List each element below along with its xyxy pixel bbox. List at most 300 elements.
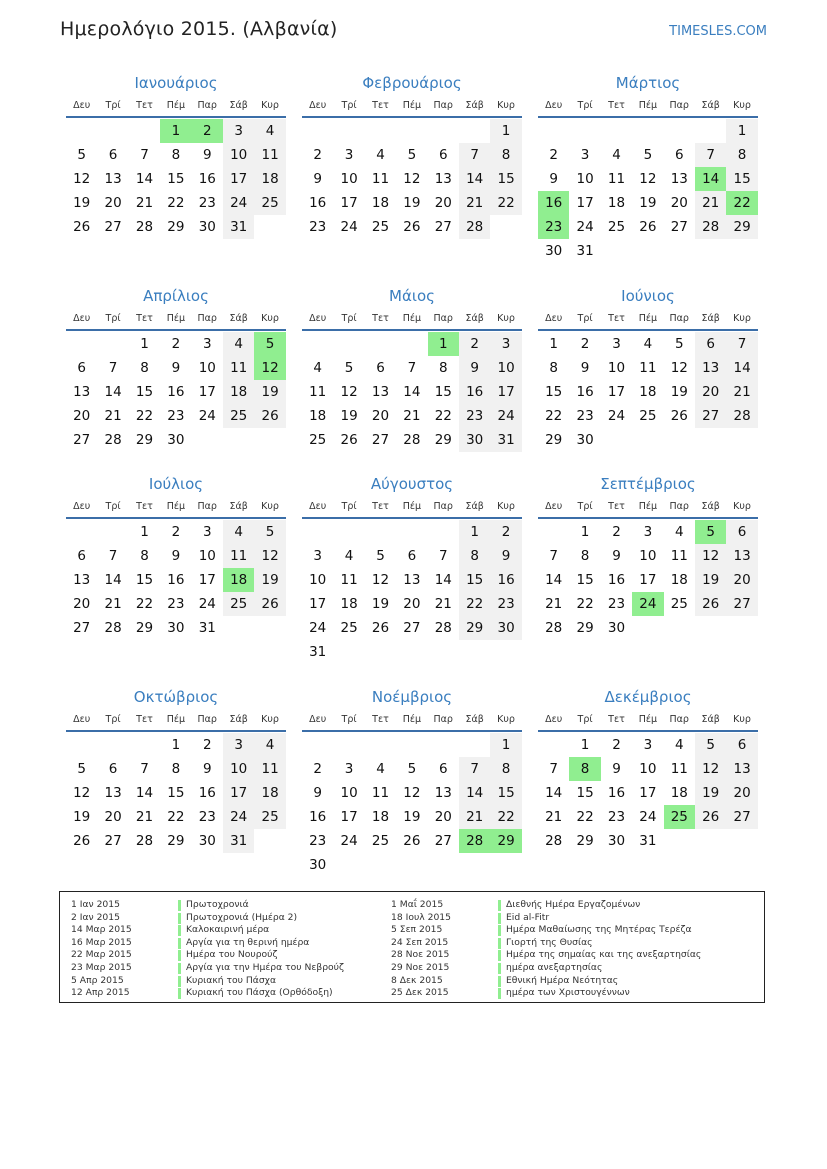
weekday-header <box>66 495 286 519</box>
day-cell: 24 <box>576 219 594 235</box>
weekday-label: Πέμ <box>638 312 658 324</box>
weekday-header <box>538 307 758 331</box>
day-cell: 29 <box>576 620 594 636</box>
day-cell: 14 <box>726 356 757 380</box>
day-cell: 14 <box>545 785 563 801</box>
holiday-date: 12 Απρ 2015 <box>71 987 130 999</box>
day-cell: 3 <box>202 336 212 352</box>
day-cell: 10 <box>340 785 358 801</box>
day-cell: 19 <box>371 596 390 612</box>
day-grid <box>302 732 522 876</box>
day-cell: 28 <box>135 833 154 849</box>
day-cell: 14 <box>459 781 490 805</box>
day-cell: 26 <box>695 592 726 616</box>
weekday-label: Τετ <box>136 312 153 324</box>
day-cell: 21 <box>545 809 563 825</box>
day-cell: 9 <box>459 356 490 380</box>
day-cell: 11 <box>371 785 390 801</box>
day-cell: 26 <box>73 219 91 235</box>
day-cell: 29 <box>167 219 185 235</box>
day-cell: 8 <box>490 143 521 167</box>
day-cell: 11 <box>670 548 688 564</box>
holiday-name: Εθνική Ημέρα Νεότητας <box>506 974 619 986</box>
day-cell: 21 <box>403 408 421 424</box>
day-cell: 19 <box>254 380 285 404</box>
day-grid <box>66 519 286 663</box>
day-cell: 22 <box>167 195 185 211</box>
day-cell: 24 <box>490 404 521 428</box>
day-cell: 4 <box>376 147 385 163</box>
day-cell: 29 <box>434 432 452 448</box>
day-cell: 13 <box>434 171 452 187</box>
day-cell: 26 <box>340 432 358 448</box>
weekday-label: Δευ <box>309 500 327 512</box>
day-cell: 1 <box>490 733 521 757</box>
holiday-day-cell: 23 <box>538 215 569 239</box>
day-cell: 10 <box>309 572 327 588</box>
day-cell: 9 <box>313 171 322 187</box>
day-cell: 19 <box>254 568 285 592</box>
day-cell: 6 <box>438 761 448 777</box>
day-cell: 8 <box>171 147 181 163</box>
day-cell: 11 <box>607 171 626 187</box>
day-cell: 7 <box>140 761 149 777</box>
weekday-label: Κυρ <box>261 713 279 725</box>
weekday-label: Τρί <box>105 713 121 725</box>
holiday-marker <box>498 963 501 974</box>
day-cell: 3 <box>643 737 653 753</box>
holiday-date: 1 Μαΐ 2015 <box>391 899 444 910</box>
day-cell: 15 <box>576 785 594 801</box>
holiday-name: Ημέρα του Νουρούζ <box>186 949 278 961</box>
day-cell: 4 <box>344 548 354 564</box>
weekday-label: Πέμ <box>166 500 186 512</box>
weekday-label: Σάβ <box>701 99 720 111</box>
day-cell: 2 <box>313 761 322 777</box>
month-name: Φεβρουάριος <box>362 74 462 92</box>
day-cell: 20 <box>371 408 390 424</box>
day-cell: 30 <box>198 833 216 849</box>
holiday-marker <box>498 913 501 924</box>
holiday-date: 14 Μαρ 2015 <box>71 924 132 936</box>
weekday-label: Σάβ <box>229 713 248 725</box>
day-cell: 27 <box>403 620 421 636</box>
day-grid <box>66 732 286 876</box>
holiday-name: ημέρα των Χριστουγέννων <box>506 987 630 999</box>
day-cell: 1 <box>140 524 149 540</box>
day-cell: 1 <box>140 336 149 352</box>
month-block <box>538 285 758 475</box>
day-cell: 14 <box>434 572 452 588</box>
day-cell: 7 <box>438 548 448 564</box>
day-cell: 27 <box>726 592 757 616</box>
weekday-label: Τετ <box>136 99 153 111</box>
holiday-day-cell: 8 <box>569 757 600 781</box>
weekday-label: Κυρ <box>733 713 751 725</box>
day-cell: 22 <box>434 408 452 424</box>
holiday-legend-row <box>391 975 701 988</box>
day-cell: 11 <box>254 143 285 167</box>
holiday-marker <box>498 976 501 987</box>
day-cell: 6 <box>77 548 86 564</box>
day-cell: 14 <box>104 384 122 400</box>
day-cell: 23 <box>490 592 521 616</box>
day-cell: 20 <box>434 195 452 211</box>
day-cell: 15 <box>135 384 154 400</box>
day-cell: 21 <box>135 809 154 825</box>
day-cell: 9 <box>549 171 558 187</box>
day-cell: 1 <box>549 336 558 352</box>
day-cell: 6 <box>77 360 86 376</box>
day-cell: 2 <box>612 737 621 753</box>
weekday-label: Παρ <box>433 99 453 111</box>
day-cell: 9 <box>171 548 181 564</box>
day-cell: 12 <box>340 384 358 400</box>
holiday-name: Γιορτή της Θυσίας <box>506 936 593 948</box>
calendar-year-grid <box>66 72 763 882</box>
day-cell: 3 <box>202 524 212 540</box>
day-cell: 6 <box>726 520 757 544</box>
day-cell: 18 <box>223 380 254 404</box>
day-cell: 16 <box>309 809 327 825</box>
day-cell: 23 <box>576 408 594 424</box>
weekday-label: Σάβ <box>465 713 484 725</box>
day-grid <box>538 331 758 475</box>
day-cell: 30 <box>167 620 185 636</box>
day-cell: 13 <box>73 572 91 588</box>
day-cell: 1 <box>171 737 181 753</box>
day-cell: 17 <box>198 572 216 588</box>
holiday-date: 2 Ιαν 2015 <box>71 911 120 923</box>
day-cell: 13 <box>403 572 421 588</box>
day-cell: 12 <box>254 544 285 568</box>
day-cell: 6 <box>407 548 417 564</box>
day-cell: 31 <box>223 829 254 853</box>
weekday-label: Τετ <box>372 713 389 725</box>
day-cell: 25 <box>639 408 657 424</box>
day-cell: 13 <box>371 384 390 400</box>
day-cell: 27 <box>73 620 91 636</box>
weekday-label: Παρ <box>433 713 453 725</box>
weekday-label: Πέμ <box>402 713 422 725</box>
day-cell: 4 <box>674 524 684 540</box>
month-name: Μάρτιος <box>615 74 681 92</box>
holiday-marker <box>178 900 181 911</box>
weekday-label: Τρί <box>577 99 593 111</box>
weekday-label: Σάβ <box>229 500 248 512</box>
day-cell: 16 <box>459 380 490 404</box>
month-block <box>302 285 522 475</box>
day-cell: 23 <box>309 219 327 235</box>
day-cell: 19 <box>73 195 91 211</box>
day-cell: 26 <box>371 620 390 636</box>
holiday-legend-row <box>71 924 344 937</box>
day-cell: 17 <box>340 809 358 825</box>
day-cell: 15 <box>434 384 452 400</box>
weekday-label: Πέμ <box>166 713 186 725</box>
day-cell: 3 <box>344 761 354 777</box>
day-cell: 15 <box>167 171 185 187</box>
weekday-label: Δευ <box>545 500 563 512</box>
day-grid <box>302 519 522 663</box>
day-cell: 25 <box>254 805 285 829</box>
day-cell: 1 <box>580 524 590 540</box>
day-cell: 24 <box>198 596 216 612</box>
holiday-marker <box>178 976 181 987</box>
day-cell: 16 <box>607 785 626 801</box>
day-cell: 28 <box>726 404 757 428</box>
month-block <box>66 686 286 876</box>
day-cell: 5 <box>77 761 86 777</box>
day-cell: 30 <box>607 833 626 849</box>
day-cell: 24 <box>223 191 254 215</box>
holiday-legend-row <box>391 899 701 912</box>
day-cell: 5 <box>77 147 86 163</box>
day-cell: 19 <box>73 809 91 825</box>
holiday-legend-row <box>391 949 701 962</box>
weekday-label: Παρ <box>433 312 453 324</box>
month-name: Δεκέμβριος <box>604 688 692 706</box>
weekday-label: Δευ <box>309 312 327 324</box>
day-cell: 22 <box>459 592 490 616</box>
holiday-legend-column-left <box>71 899 344 1000</box>
day-cell: 19 <box>340 408 358 424</box>
day-cell: 3 <box>313 548 322 564</box>
month-block <box>538 72 758 262</box>
weekday-label: Πέμ <box>638 99 658 111</box>
day-cell: 16 <box>198 785 216 801</box>
holiday-date: 8 Δεκ 2015 <box>391 974 443 986</box>
day-cell: 30 <box>545 243 563 259</box>
holiday-name: Ημέρα της σημαίας και της ανεξαρτησίας <box>506 949 702 961</box>
day-cell: 17 <box>198 384 216 400</box>
holiday-marker <box>178 950 181 961</box>
holiday-day-cell: 16 <box>538 191 569 215</box>
weekday-label: Σάβ <box>229 99 248 111</box>
weekday-label: Παρ <box>197 99 217 111</box>
day-cell: 21 <box>695 191 726 215</box>
day-cell: 28 <box>459 215 490 239</box>
month-block <box>302 686 522 876</box>
day-cell: 8 <box>140 360 149 376</box>
weekday-label: Πέμ <box>166 312 186 324</box>
day-cell: 21 <box>726 380 757 404</box>
day-cell: 3 <box>490 332 521 356</box>
day-cell: 11 <box>309 384 327 400</box>
day-cell: 18 <box>607 195 626 211</box>
day-cell: 11 <box>639 360 657 376</box>
day-cell: 24 <box>340 833 358 849</box>
holiday-date: 28 Νοε 2015 <box>391 949 450 961</box>
day-cell: 20 <box>73 408 91 424</box>
day-cell: 8 <box>726 143 757 167</box>
day-cell: 3 <box>223 119 254 143</box>
weekday-label: Δευ <box>73 99 91 111</box>
holiday-date: 5 Σεπ 2015 <box>391 924 443 936</box>
weekday-label: Κυρ <box>733 312 751 324</box>
day-cell: 20 <box>726 568 757 592</box>
day-cell: 22 <box>545 408 563 424</box>
day-cell: 29 <box>135 620 154 636</box>
day-cell: 14 <box>403 384 421 400</box>
day-cell: 28 <box>434 620 452 636</box>
day-cell: 10 <box>198 360 216 376</box>
day-cell: 10 <box>490 356 521 380</box>
day-cell: 24 <box>639 809 657 825</box>
weekday-header <box>302 307 522 331</box>
day-cell: 8 <box>549 360 558 376</box>
weekday-label: Παρ <box>669 500 689 512</box>
holiday-name: Κυριακή του Πάσχα (Ορθόδοξη) <box>186 987 333 999</box>
weekday-label: Κυρ <box>261 99 279 111</box>
holiday-legend-row <box>71 949 344 962</box>
day-cell: 30 <box>198 219 216 235</box>
weekday-label: Παρ <box>197 713 217 725</box>
day-cell: 25 <box>371 219 390 235</box>
day-cell: 17 <box>639 572 657 588</box>
day-cell: 25 <box>670 596 688 612</box>
month-name: Οκτώβριος <box>133 688 219 706</box>
weekday-label: Τρί <box>341 99 357 111</box>
weekday-label: Σάβ <box>465 312 484 324</box>
weekday-label: Τρί <box>341 713 357 725</box>
holiday-date: 22 Μαρ 2015 <box>71 949 132 961</box>
day-cell: 4 <box>643 336 653 352</box>
day-cell: 19 <box>695 781 726 805</box>
day-cell: 25 <box>223 404 254 428</box>
day-cell: 13 <box>104 171 122 187</box>
day-cell: 9 <box>202 147 212 163</box>
day-cell: 24 <box>607 408 626 424</box>
day-cell: 12 <box>371 572 390 588</box>
day-cell: 20 <box>434 809 452 825</box>
day-cell: 23 <box>607 596 626 612</box>
weekday-label: Παρ <box>669 713 689 725</box>
holiday-day-cell: 5 <box>695 520 726 544</box>
day-cell: 1 <box>490 119 521 143</box>
weekday-label: Παρ <box>197 500 217 512</box>
day-cell: 2 <box>313 147 322 163</box>
day-cell: 7 <box>549 548 558 564</box>
day-cell: 2 <box>459 332 490 356</box>
day-cell: 25 <box>340 620 358 636</box>
day-cell: 11 <box>223 544 254 568</box>
day-cell: 18 <box>670 572 688 588</box>
holiday-day-cell: 1 <box>428 332 459 356</box>
holiday-day-cell: 25 <box>664 805 695 829</box>
day-cell: 18 <box>371 195 390 211</box>
day-cell: 19 <box>403 195 421 211</box>
day-cell: 9 <box>580 360 590 376</box>
day-cell: 22 <box>135 596 154 612</box>
day-cell: 7 <box>726 332 757 356</box>
holiday-legend-row <box>71 937 344 950</box>
day-cell: 11 <box>371 171 390 187</box>
day-cell: 26 <box>670 408 688 424</box>
weekday-label: Δευ <box>73 713 91 725</box>
day-cell: 12 <box>73 171 91 187</box>
day-cell: 26 <box>254 592 285 616</box>
day-cell: 30 <box>607 620 626 636</box>
day-cell: 21 <box>434 596 452 612</box>
day-cell: 28 <box>104 620 122 636</box>
day-cell: 29 <box>135 432 154 448</box>
weekday-header <box>302 495 522 519</box>
day-cell: 7 <box>695 143 726 167</box>
day-cell: 11 <box>340 572 358 588</box>
day-cell: 3 <box>580 147 590 163</box>
weekday-header <box>302 708 522 732</box>
day-cell: 2 <box>612 524 621 540</box>
holiday-marker <box>178 963 181 974</box>
site-link[interactable]: TIMESLES.COM <box>669 24 767 39</box>
day-cell: 6 <box>108 761 118 777</box>
weekday-label: Τρί <box>577 713 593 725</box>
day-cell: 19 <box>695 568 726 592</box>
day-cell: 31 <box>198 620 216 636</box>
holiday-legend-row <box>391 937 701 950</box>
day-cell: 17 <box>223 781 254 805</box>
weekday-label: Παρ <box>433 500 453 512</box>
weekday-label: Τρί <box>341 312 357 324</box>
holiday-day-cell: 2 <box>192 119 223 143</box>
day-grid <box>302 331 522 475</box>
weekday-label: Πέμ <box>166 99 186 111</box>
day-cell: 4 <box>223 332 254 356</box>
weekday-label: Κυρ <box>261 312 279 324</box>
day-cell: 27 <box>726 805 757 829</box>
holiday-marker <box>178 925 181 936</box>
day-cell: 7 <box>108 548 118 564</box>
day-cell: 28 <box>104 432 122 448</box>
holiday-day-cell: 1 <box>160 119 191 143</box>
day-cell: 28 <box>545 620 563 636</box>
page-title: Ημερολόγιο 2015. (Αλβανία) <box>60 18 338 40</box>
day-cell: 3 <box>612 336 621 352</box>
month-block <box>302 473 522 663</box>
day-cell: 12 <box>695 544 726 568</box>
day-cell: 5 <box>407 761 417 777</box>
day-cell: 1 <box>580 737 590 753</box>
day-cell: 29 <box>167 833 185 849</box>
day-cell: 17 <box>576 195 594 211</box>
weekday-label: Τετ <box>608 500 625 512</box>
weekday-label: Δευ <box>545 312 563 324</box>
day-cell: 8 <box>171 761 181 777</box>
holiday-name: Διεθνής Ημέρα Εργαζομένων <box>506 899 641 910</box>
day-cell: 27 <box>73 432 91 448</box>
day-cell: 17 <box>490 380 521 404</box>
weekday-label: Δευ <box>73 500 91 512</box>
day-cell: 7 <box>407 360 417 376</box>
day-cell: 20 <box>73 596 91 612</box>
month-block <box>66 72 286 262</box>
day-cell: 9 <box>490 544 521 568</box>
holiday-name: Eid al-Fitr <box>506 911 550 923</box>
day-cell: 28 <box>135 219 154 235</box>
month-block <box>302 72 522 262</box>
day-cell: 10 <box>223 143 254 167</box>
day-cell: 6 <box>438 147 448 163</box>
holiday-legend-row <box>391 924 701 937</box>
weekday-label: Πέμ <box>402 99 422 111</box>
day-cell: 11 <box>254 757 285 781</box>
weekday-label: Κυρ <box>497 99 515 111</box>
day-cell: 20 <box>695 380 726 404</box>
day-cell: 2 <box>490 520 521 544</box>
day-cell: 22 <box>576 809 594 825</box>
day-cell: 18 <box>371 809 390 825</box>
